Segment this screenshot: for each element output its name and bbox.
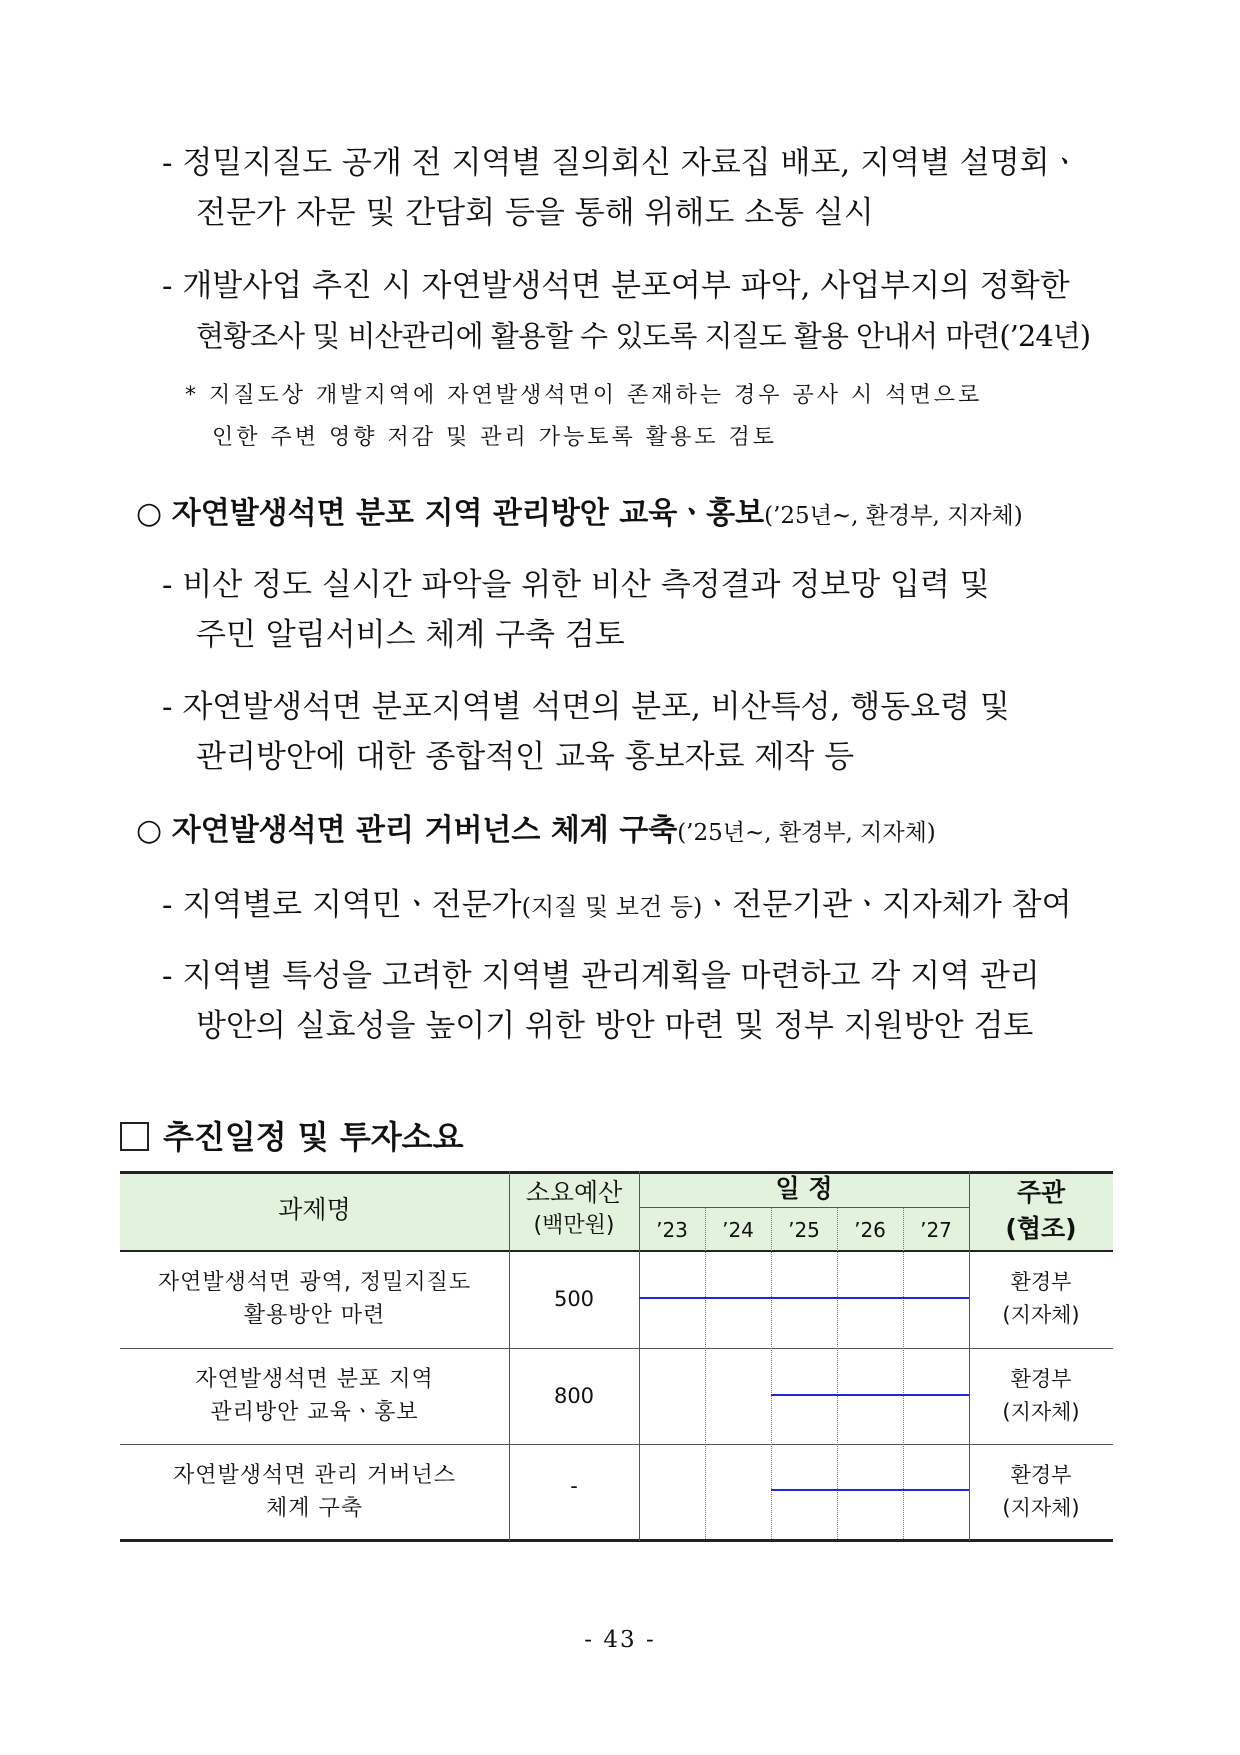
budget-cell: 500: [553, 1287, 595, 1311]
task-cell: 자연발생석면 관리 거버넌스 체계 구축: [172, 1463, 456, 1521]
footnote: * 지질도상 개발지역에 자연발생석면이 존재하는 경우 공사 시 석면으로: [185, 383, 983, 408]
schedule-bar: [771, 1394, 969, 1396]
bullet-text: 현황조사 및 비산관리에 활용할 수 있도록 지질도 활용 안내서 마련(’24년): [196, 319, 1091, 353]
row-rule: [120, 1444, 1113, 1445]
header-org: 주관 (협조): [1005, 1178, 1077, 1243]
bullet-text: - 지역별로 지역민ㆍ전문가(지질 및 보건 등)ㆍ전문기관ㆍ지자체가 참여: [162, 887, 1072, 923]
org-cell: 환경부 (지자체): [1002, 1270, 1080, 1327]
header-task: 과제명: [278, 1195, 351, 1224]
row-rule: [120, 1348, 1113, 1349]
schedule-bar: [639, 1297, 969, 1299]
header-year: ’26: [854, 1218, 886, 1242]
header-year: ’25: [788, 1218, 820, 1242]
bullet-text: 주민 알림서비스 체계 구축 검토: [196, 617, 625, 653]
bullet-text: - 자연발생석면 분포지역별 석면의 분포, 비산특성, 행동요령 및: [162, 689, 1010, 725]
header-bottom-rule: [120, 1250, 1113, 1252]
header-budget: 소요예산 (백만원): [525, 1178, 623, 1238]
subsection-heading: [136, 494, 1023, 536]
org-cell: 환경부 (지자체): [1002, 1367, 1080, 1424]
bullet-text: 방안의 실효성을 높이기 위한 방안 마련 및 정부 지원방안 검토: [196, 1008, 1034, 1044]
footnote: 인한 주변 영향 저감 및 관리 가능토록 활용도 검토: [212, 425, 777, 450]
page-number: - 43 -: [584, 1627, 656, 1653]
bullet-text: - 개발사업 추진 시 자연발생석면 분포여부 파악, 사업부지의 정확한: [162, 268, 1070, 304]
subsection-meta: (’25년~, 환경부, 지자체): [764, 503, 1023, 529]
bullet-text: - 비산 정도 실시간 파악을 위한 비산 측정결과 정보망 입력 및: [162, 567, 990, 603]
header-schedule: 일 정: [775, 1174, 833, 1203]
table-bottom-rule: [120, 1539, 1113, 1542]
circle-marker: ○: [136, 496, 163, 531]
bullet-text: - 정밀지질도 공개 전 지역별 질의회신 자료집 배포, 지역별 설명회ㆍ: [162, 145, 1080, 181]
header-year: ’23: [656, 1218, 688, 1242]
budget-cell: 800: [553, 1384, 595, 1408]
subsection-title: 자연발생석면 분포 지역 관리방안 교육ㆍ홍보: [171, 496, 765, 531]
org-cell: 환경부 (지자체): [1002, 1463, 1080, 1520]
year-divider: [705, 1208, 706, 1539]
circle-marker: ○: [136, 813, 163, 848]
subsection-heading: [136, 811, 936, 853]
header-year: ’24: [722, 1218, 754, 1242]
subsection-title: 자연발생석면 관리 거버넌스 체계 구축: [171, 813, 678, 848]
schedule-bar: [771, 1489, 969, 1491]
header-year: ’27: [920, 1218, 952, 1242]
task-cell: 자연발생석면 분포 지역 관리방안 교육ㆍ홍보: [195, 1367, 434, 1425]
task-cell: 자연발생석면 광역, 정밀지질도 활용방안 마련: [157, 1270, 472, 1328]
bullet-text: 관리방안에 대한 종합적인 교육 홍보자료 제작 등: [196, 739, 855, 775]
subsection-meta: (’25년~, 환경부, 지자체): [677, 820, 936, 846]
schedule-table: [120, 1171, 1113, 1542]
bullet-text: 전문가 자문 및 간담회 등을 통해 위해도 소통 실시: [196, 195, 874, 231]
bullet-text: - 지역별 특성을 고려한 지역별 관리계획을 마련하고 각 지역 관리: [162, 958, 1040, 994]
checkbox-square-icon: [120, 1122, 149, 1151]
budget-cell: -: [570, 1474, 578, 1498]
section-title: 추진일정 및 투자소요: [120, 1117, 464, 1157]
schedule-sub-rule: [639, 1207, 969, 1208]
